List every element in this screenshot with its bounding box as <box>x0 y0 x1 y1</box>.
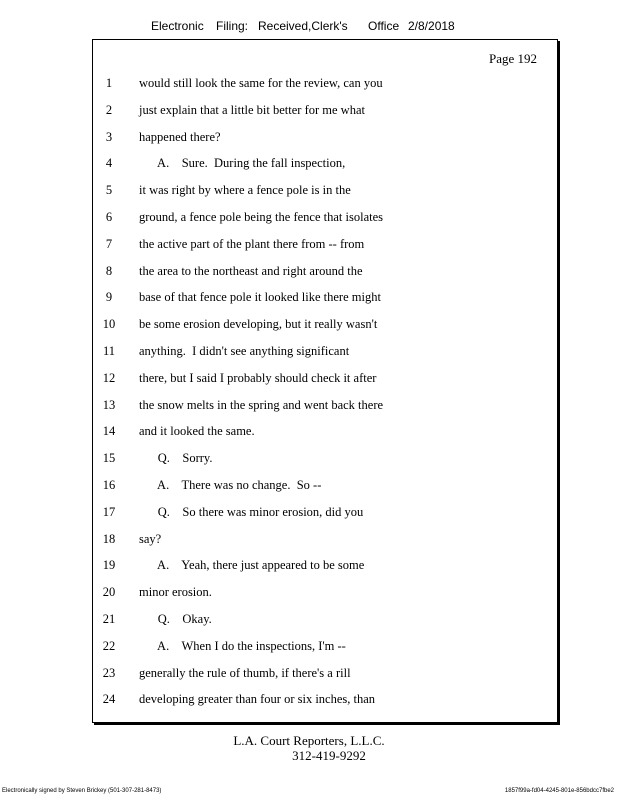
transcript-page-frame <box>92 39 558 723</box>
document-hash: 1857f99a-fd04-4245-801e-856bdcc7fbe2 <box>504 788 614 794</box>
transcript-line <box>93 127 557 147</box>
footer-company: L.A. Court Reporters, L.L.C. <box>233 733 385 748</box>
footer-phone: 312-419-9292 <box>292 748 366 763</box>
transcript-line <box>93 207 557 227</box>
transcript-line <box>93 261 557 281</box>
transcript-line <box>93 100 557 120</box>
transcript-line <box>93 448 557 468</box>
line-text: minor erosion. <box>139 585 212 600</box>
line-number: 24 <box>102 692 116 707</box>
line-number: 4 <box>105 156 113 171</box>
line-number: 11 <box>102 344 116 358</box>
line-number: 10 <box>102 317 116 332</box>
line-number: 13 <box>102 397 116 412</box>
line-number: 15 <box>102 451 116 466</box>
transcript-line <box>93 609 557 629</box>
line-text: just explain that a little bit better for me what <box>139 102 365 117</box>
line-text: Q. So there was minor erosion, did you <box>139 504 364 519</box>
transcript-line <box>93 153 557 173</box>
line-text: developing greater than four or six inches, than <box>139 692 376 707</box>
transcript-line <box>93 234 557 254</box>
transcript-line <box>93 475 557 495</box>
line-text: A. When I do the inspections, I'm -- <box>139 638 346 653</box>
line-number: 9 <box>105 290 113 305</box>
line-text: would still look the same for the review, can you <box>139 76 383 90</box>
header-filing: Filing: <box>216 19 249 33</box>
transcript-line <box>93 555 557 575</box>
electronic-signature-note: Electronically signed by Steven Brickey (501-307-281-8473) <box>2 788 162 794</box>
line-number: 20 <box>102 585 116 600</box>
line-text: ground, a fence pole being the fence that isolates <box>139 210 384 224</box>
transcript-line <box>93 314 557 334</box>
transcript-line <box>93 529 557 549</box>
line-number: 8 <box>105 263 113 278</box>
transcript-line <box>93 502 557 522</box>
line-text: generally the rule of thumb, if there's a rill <box>139 665 351 680</box>
transcript-line <box>93 180 557 200</box>
line-text: happened there? <box>139 129 221 144</box>
line-text: it was right by where a fence pole is in the <box>139 183 351 198</box>
transcript-line <box>93 341 557 361</box>
line-text: A. There was no change. So -- <box>139 478 322 492</box>
line-text: A. Sure. During the fall inspection, <box>139 156 346 171</box>
line-text: anything. I didn't see anything significant <box>139 344 350 358</box>
line-text: Q. Sorry. <box>139 451 213 466</box>
line-number: 3 <box>105 129 113 144</box>
transcript-line <box>93 395 557 415</box>
header-office: Office <box>368 19 400 33</box>
header-date: 2/8/2018 <box>408 19 455 33</box>
line-number: 5 <box>105 183 113 198</box>
line-number: 7 <box>105 236 113 251</box>
line-text: the active part of the plant there from -- from <box>139 236 365 251</box>
header-received-clerks: Received,Clerk's <box>258 19 348 33</box>
line-number: 16 <box>102 478 116 492</box>
transcript-line <box>93 663 557 683</box>
line-number: 14 <box>102 424 116 439</box>
line-number: 19 <box>102 558 116 573</box>
line-number: 6 <box>105 210 113 224</box>
line-number: 1 <box>105 76 113 90</box>
line-text: and it looked the same. <box>139 424 255 439</box>
line-number: 22 <box>102 638 116 653</box>
line-number: 12 <box>102 370 116 385</box>
transcript-line <box>93 287 557 307</box>
line-text: there, but I said I probably should check it after <box>139 370 377 385</box>
line-text: the snow melts in the spring and went back there <box>139 397 384 412</box>
line-number: 23 <box>102 665 116 680</box>
header-electronic: Electronic <box>151 19 204 33</box>
transcript-line <box>93 636 557 656</box>
transcript-line <box>93 421 557 441</box>
line-number: 18 <box>102 531 116 546</box>
line-text: the area to the northeast and right around the <box>139 263 363 278</box>
page-number: Page 192 <box>488 51 537 66</box>
transcript-line <box>93 73 557 93</box>
filing-stamp-header <box>0 19 618 39</box>
line-text: A. Yeah, there just appeared to be some <box>139 558 365 573</box>
transcript-line <box>93 368 557 388</box>
transcript-line <box>93 689 557 709</box>
line-text: say? <box>139 531 162 546</box>
line-number: 2 <box>105 102 113 117</box>
line-text: Q. Okay. <box>139 612 212 626</box>
transcript-line <box>93 582 557 602</box>
line-number: 21 <box>102 612 116 626</box>
line-number: 17 <box>102 504 116 519</box>
line-text: be some erosion developing, but it really wasn't <box>139 317 378 332</box>
line-text: base of that fence pole it looked like there might <box>139 290 381 305</box>
